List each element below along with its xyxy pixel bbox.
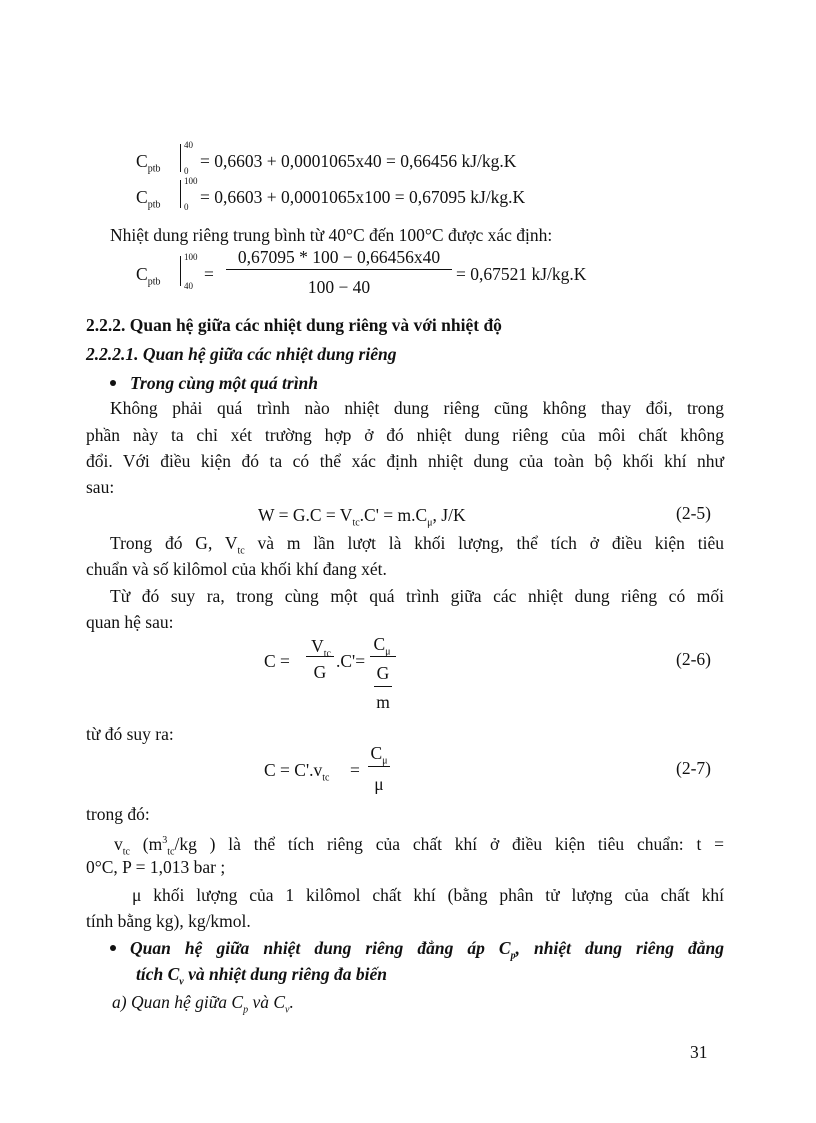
limit-bar — [180, 144, 181, 172]
fraction-numerator: $C_\mu$ — [370, 743, 388, 767]
fraction-line — [226, 269, 452, 270]
eq-mid: .C'= — [336, 651, 366, 671]
fraction-line — [306, 656, 334, 657]
fraction-numerator: $C_\mu$ — [373, 634, 391, 658]
page-number: 31 — [690, 1042, 708, 1062]
definition-v-tc-cont: 0°C, P = 1,013 bar ; — [86, 857, 226, 877]
formula-symbol: $C_{ptb}$ — [136, 264, 161, 288]
formula-rhs: = 0,67521 kJ/kg.K — [456, 264, 587, 284]
paragraph-line: đổi. Với điều kiện đó ta có thể xác định nhiệt dung của toàn bộ khối khí như — [86, 451, 724, 471]
subsection-heading: 2.2.2.1. Quan hệ giữa các nhiệt dung riêng — [86, 344, 397, 364]
equals-sign: = — [350, 760, 360, 780]
lower-limit: 0 — [184, 202, 189, 212]
fraction-denominator: G — [313, 662, 327, 682]
equation-number: (2-6) — [676, 649, 711, 669]
lower-limit: 0 — [184, 166, 189, 176]
fraction-denominator: 100 − 40 — [307, 277, 371, 297]
paragraph-line: trong đó: — [86, 804, 150, 824]
eq-lhs: $C = C'.v_{tc}$ — [264, 760, 330, 784]
fraction-denominator: G — [376, 663, 390, 683]
formula-symbol: $C_{ptb}$ — [136, 151, 161, 175]
fraction-numerator: 0,67095 * 100 − 0,66456x40 — [237, 247, 441, 267]
definition-mu-cont: tính bằng kg), kg/kmol. — [86, 911, 251, 931]
paragraph-line: sau: — [86, 477, 115, 497]
section-heading: 2.2.2. Quan hệ giữa các nhiệt dung riêng và với nhiệt độ — [86, 315, 502, 335]
formula-rhs: = 0,6603 + 0,0001065x100 = 0,67095 kJ/kg.K — [200, 187, 526, 207]
bullet-heading-same-process: Trong cùng một quá trình — [110, 371, 318, 395]
fraction-line — [368, 766, 390, 767]
fraction-denominator: m — [376, 692, 390, 712]
bullet-icon — [110, 945, 116, 951]
upper-limit: 100 — [184, 176, 198, 186]
upper-limit: 100 — [184, 252, 198, 262]
paragraph-line: từ đó suy ra: — [86, 724, 174, 744]
formula-symbol: $C_{ptb}$ — [136, 187, 161, 211]
subheading-a: a) Quan hệ giữa $C_p$ và $C_v$. — [112, 992, 294, 1016]
lower-limit: 40 — [184, 281, 193, 291]
equals-sign: = — [204, 264, 214, 284]
paragraph-line: Từ đó suy ra, trong cùng một quá trình giữa các nhiệt dung riêng có mối — [110, 586, 724, 606]
paragraph-line: chuẩn và số kilômol của khối khí đang xét. — [86, 559, 387, 579]
upper-limit: 40 — [184, 140, 193, 150]
fraction-line — [370, 656, 396, 657]
fraction-numerator: $V_{tc}$ — [311, 636, 331, 660]
bullet-heading-relations-cont: tích $C_v$ và nhiệt dung riêng đa biến — [136, 964, 387, 988]
equation-number: (2-7) — [676, 758, 711, 778]
paragraph-line: Trong đó G, $V_{tc}$ và m lần lượt là khối lượng, thể tích ở điều kiện tiêu — [110, 533, 724, 557]
bullet-icon — [110, 380, 116, 386]
definition-v-tc: $v_{tc}$ ($m^3_{tc}/kg$ ) là thể tích riêng của chất khí ở điều kiện tiêu chuẩn: t = — [114, 833, 724, 858]
avg-intro-text: Nhiệt dung riêng trung bình từ 40°C đến 100°C được xác định: — [110, 225, 553, 245]
fraction-denominator: μ — [374, 774, 384, 794]
paragraph-line: phần này ta chỉ xét trường hợp ở đó nhiệt dung riêng của môi chất không — [86, 425, 724, 445]
limit-bar — [180, 256, 181, 286]
eq-lhs: C = — [264, 651, 290, 671]
paragraph-line: Không phải quá trình nào nhiệt dung riêng cũng không thay đổi, trong — [110, 398, 724, 418]
formula-rhs: = 0,6603 + 0,0001065x40 = 0,66456 kJ/kg.K — [200, 151, 517, 171]
definition-mu: μ khối lượng của 1 kilômol chất khí (bằng phân tử lượng của chất khí — [132, 885, 724, 905]
limit-bar — [180, 180, 181, 208]
equation-number: (2-5) — [676, 503, 711, 523]
paragraph-line: quan hệ sau: — [86, 612, 174, 632]
fraction-line — [374, 686, 392, 687]
bullet-heading-relations: Quan hệ giữa nhiệt dung riêng đẳng áp $C_p$, nhiệt dung riêng đẳng — [110, 936, 724, 969]
equation-2-5: $W = G.C = V_{tc}.C' = m.C_\mu$, J/K — [258, 505, 466, 529]
